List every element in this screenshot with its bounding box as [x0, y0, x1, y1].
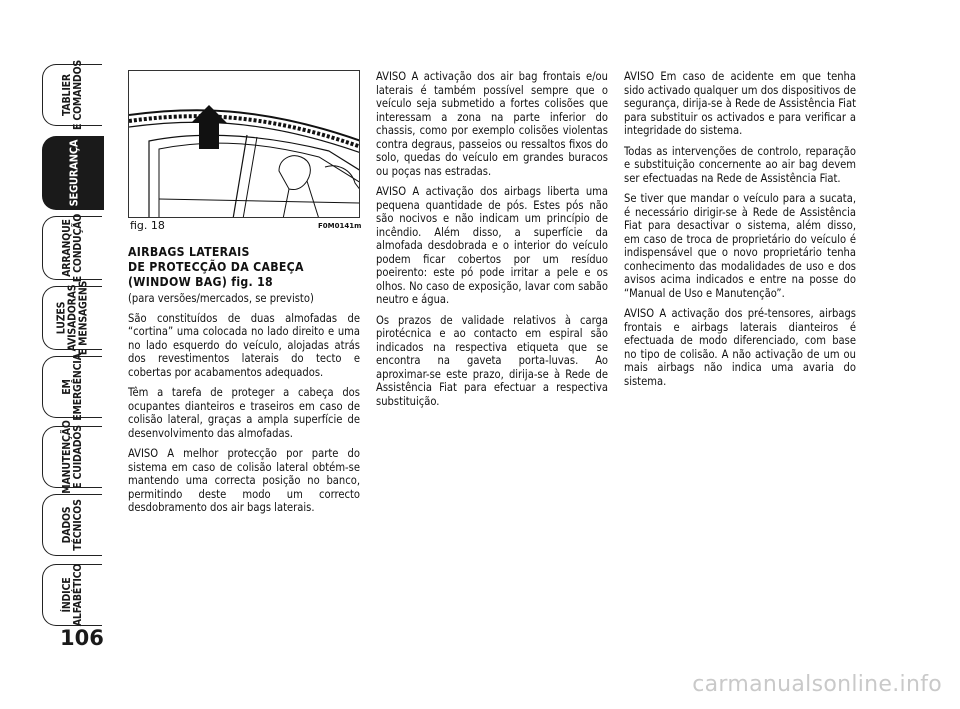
paragraph: Têm a tarefa de proteger a cabeça dos ocupantes dianteiros e traseiros em caso de colisão lateral, graças a ampla superfície de desenvolvimento das almofadas. — [128, 386, 360, 440]
paragraph: Todas as intervenções de controlo, reparação e substituição concernente ao air bag devem ser efectuadas na Rede de Assistência Fiat. — [624, 144, 856, 185]
warning-paragraph: AVISO Em caso de acidente em que tenha sido activado qualquer um dos dispositivos de segurança, dirija-se à Rede de Assistência Fiat para substituir os activados e para verificar a integridade do sistema. — [624, 70, 856, 137]
warning-paragraph: AVISO A activação dos airbags liberta uma pequena quantidade de pós. Estes pós não são nocivos e não indicam um princípio de incêndio. Além disso, a superfície da almofada desdobrada e o interior do veículo podem ficar cobertos por um resíduo poeirento: este pó pode irritar a pele e os olhos. No caso de exposição, lavar com sabão neutro e água. — [376, 185, 608, 306]
tab-seguranca[interactable] — [42, 136, 104, 210]
tab-dados-tecnicos[interactable] — [42, 494, 102, 556]
paragraph: São constituídos de duas almofadas de “cortina” uma colocada no lado direito e uma no lado esquerdo do veículo, alojadas atrás dos revestimentos laterais do tecto e cobertas por acabamentos adequados. — [128, 311, 360, 379]
tab-luzes-avisadoras[interactable] — [42, 280, 102, 356]
warning-paragraph: AVISO A melhor protecção por parte do sistema em caso de colisão lateral obtém-se mantendo uma correcta posição no banco, permitindo deste modo um correcto desdobramento dos air bags laterais. — [128, 447, 360, 514]
tab-em-emergencia[interactable] — [42, 353, 102, 421]
tab-label: TABLIER E COMANDOS — [60, 60, 84, 130]
text-column-1 — [128, 245, 360, 522]
section-subheading: (para versões/mercados, se previsto) — [128, 292, 314, 305]
figure-window-bag — [128, 70, 360, 218]
tab-indice-alfabetico[interactable] — [42, 564, 102, 626]
tab-label: EM EMERGÊNCIA — [60, 353, 84, 421]
tab-label: LUZES AVISADORAS E MENSAGENS — [55, 280, 89, 356]
tab-arranque-e-conducao[interactable] — [42, 213, 102, 283]
warning-paragraph: AVISO A activação dos air bag frontais e/ou laterais é também possível sempre que o veículo seja submetido a fortes colisões que interessam a zona na parte inferior do chassis, como por exemplo colisões violentas contra degraus, passeios ou ressaltos fixos do solo, quedas do veículo em grandes buracos ou poças nas estradas. — [376, 70, 608, 178]
tab-label: ARRANQUE E CONDUÇÃO — [60, 213, 84, 283]
watermark: carmanualsonline.info — [692, 672, 942, 697]
page-number: 106 — [60, 626, 104, 650]
section-tabs — [42, 60, 106, 627]
tab-label: MANUTENÇÃO E CUIDADOS — [60, 420, 84, 494]
tab-label: ÍNDICE ALFABÉTICO — [60, 563, 84, 627]
text-column-2 — [376, 70, 608, 415]
figure-caption: fig. 18 — [130, 219, 165, 232]
section-heading: AIRBAGS LATERAIS DE PROTECÇÃO DA CABEÇA (WINDOW BAG) fig. 18 — [128, 245, 304, 289]
tab-manutencao-e-cuidados[interactable] — [42, 420, 102, 494]
tab-label: DADOS TÉCNICOS — [60, 499, 84, 551]
paragraph: Se tiver que mandar o veículo para a sucata, é necessário dirigir-se à Rede de Assistência Fiat para desactivar o sistema, além disso, em caso de troca de proprietário do veículo é indispensável que o novo proprietário tenha conhecimento das modalidades de uso e dos avisos acima indicados e entre na posse do “Manual de Uso e Manutenção”. — [624, 192, 856, 300]
text-column-3 — [624, 70, 856, 395]
figure-code: F0M0141m — [318, 222, 362, 230]
tab-tablier-e-comandos[interactable] — [42, 60, 102, 130]
tab-label: SEGURANÇA — [67, 139, 80, 207]
window-bag-illustration — [129, 71, 360, 218]
paragraph: Os prazos de validade relativos à carga pirotécnica e ao contacto em espiral são indicados na respectiva etiqueta que se encontra na gaveta porta-luvas. Ao aproximar-se este prazo, dirija-se à Rede de Assistência Fiat para efectuar a respectiva substituição. — [376, 313, 608, 408]
warning-paragraph: AVISO A activação dos pré-tensores, airbags frontais e airbags laterais dianteiros é efectuada de modo diferenciado, com base no tipo de colisão. A não activação de um ou mais airbags não indica uma avaria do sistema. — [624, 307, 856, 388]
